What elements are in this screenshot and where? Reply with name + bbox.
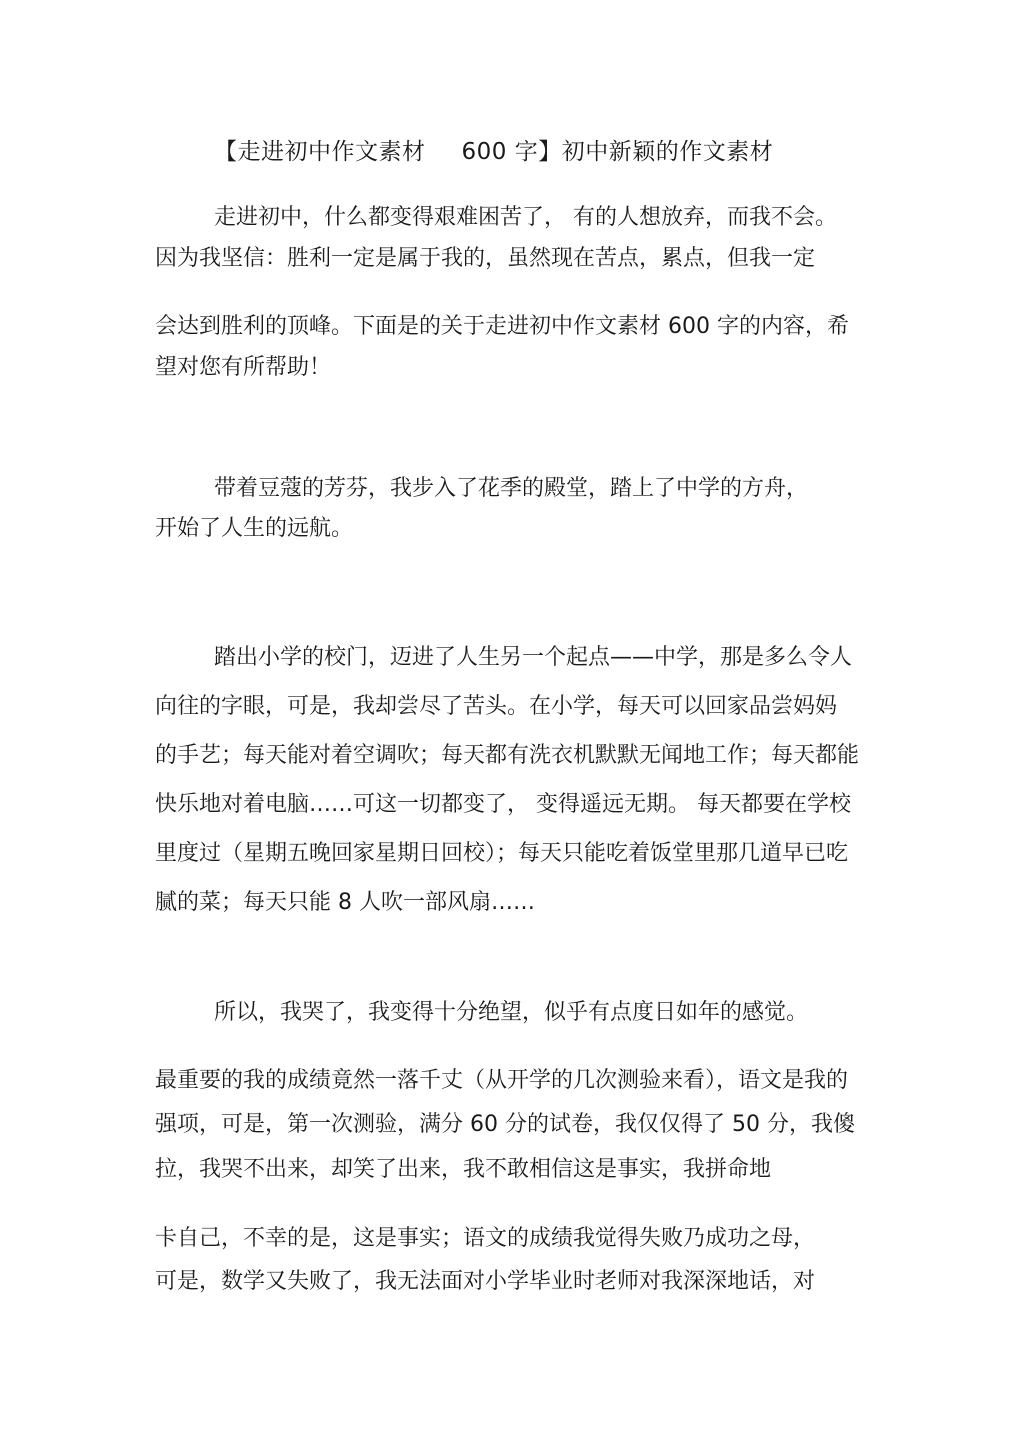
paragraph-line: 腻的菜；每天只能 8 人吹一部风扇……	[155, 890, 535, 915]
paragraph-line: 会达到胜利的顶峰。下面是的关于走进初中作文素材 600 字的内容，希	[155, 314, 849, 339]
paragraph-line: 快乐地对着电脑……可这一切都变了， 变得遥远无期。 每天都要在学校	[155, 792, 851, 817]
title-part-1: 【走进初中作文素材	[214, 139, 426, 165]
paragraph-line: 望对您有所帮助！	[155, 355, 332, 380]
paragraph-line: 强项，可是，第一次测验，满分 60 分的试卷，我仅仅得了 50 分，我傻	[155, 1112, 855, 1137]
paragraph-line: 因为我坚信：胜利一定是属于我的，虽然现在苦点，累点，但我一定	[155, 246, 816, 271]
paragraph-line: 拉，我哭不出来，却笑了出来，我不敢相信这是事实，我拼命地	[155, 1157, 772, 1182]
title-part-2: 600 字】初中新颖的作文素材	[461, 139, 774, 165]
paragraph-line: 卡自己，不幸的是，这是事实；语文的成绩我觉得失败乃成功之母，	[155, 1226, 816, 1251]
paragraph-line: 可是，数学又失败了，我无法面对小学毕业时老师对我深深地话，对	[155, 1269, 816, 1294]
document-title	[214, 137, 773, 167]
paragraph-line: 开始了人生的远航。	[155, 516, 354, 541]
paragraph-line: 向往的字眼，可是，我却尝尽了苦头。在小学，每天可以回家品尝妈妈	[155, 694, 838, 719]
paragraph-line: 最重要的我的成绩竟然一落千丈（从开学的几次测验来看），语文是我的	[155, 1068, 849, 1093]
paragraph-line: 里度过（星期五晚回家星期日回校）；每天只能吃着饭堂里那几道早已吃	[155, 841, 849, 866]
paragraph-line: 走进初中，什么都变得艰难困苦了， 有的人想放弃，而我不会。	[214, 205, 837, 230]
paragraph-line: 踏出小学的校门，迈进了人生另一个起点——中学，那是多么令人	[214, 645, 853, 670]
paragraph-line: 的手艺；每天能对着空调吹；每天都有洗衣机默默无闻地工作；每天都能	[155, 743, 860, 768]
paragraph-line: 所以，我哭了，我变得十分绝望，似乎有点度日如年的感觉。	[214, 1000, 809, 1025]
paragraph-line: 带着豆蔻的芳芬，我步入了花季的殿堂，踏上了中学的方舟，	[214, 476, 809, 501]
